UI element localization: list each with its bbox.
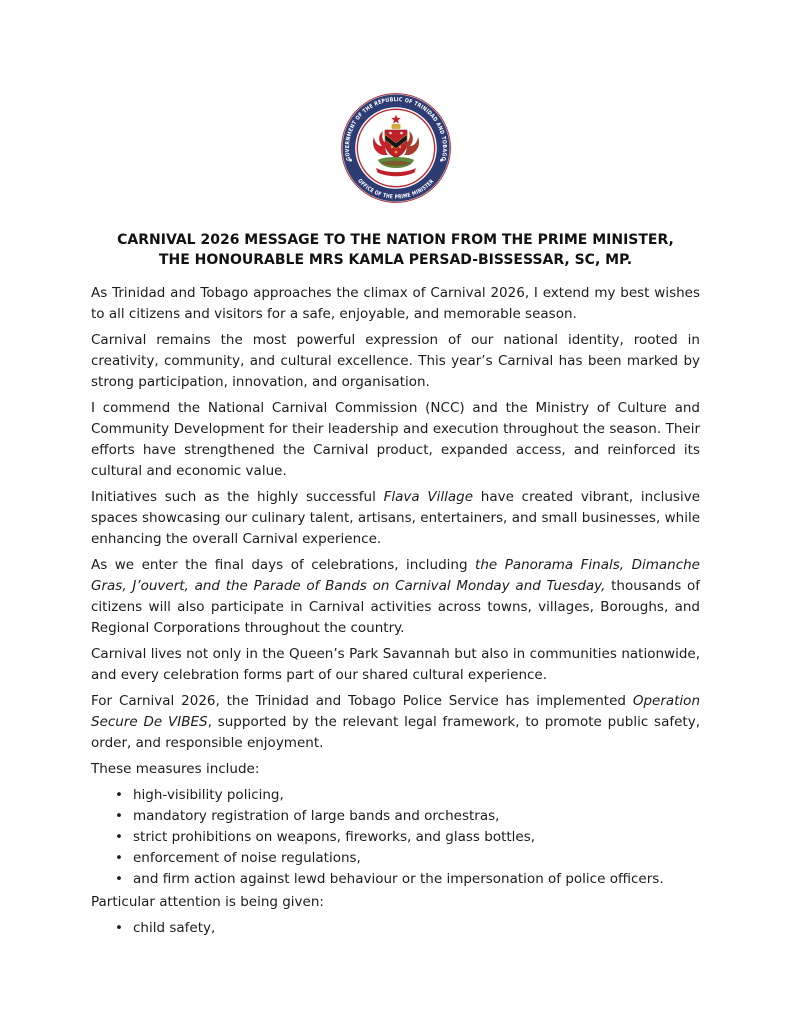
- text-run: For Carnival 2026, the Trinidad and Tobago Police Service has implemented: [91, 693, 633, 709]
- paragraph: [91, 644, 700, 686]
- text-run: I commend the National Carnival Commission (NCC) and the Ministry of Culture and Community Development for their leadership and execution throughout the season. Their efforts have strengthened the Carnival product, expanded access, and reinforced its cultural and economic value.: [91, 400, 700, 479]
- text-run: Particular attention is being given:: [91, 894, 324, 910]
- seal-top-arc-text: GOVERNMENT OF THE REPUBLIC OF TRINIDAD AND TOBAGO: [344, 97, 447, 163]
- paragraph: [91, 487, 700, 550]
- paragraph: [91, 759, 700, 780]
- government-seal: [341, 0, 451, 203]
- paragraph: [91, 691, 700, 754]
- page-title: [91, 230, 700, 270]
- text-run: As we enter the final days of celebrations, including: [91, 557, 476, 573]
- text-run: , supported by the relevant legal framework, to promote public safety, order, and responsible enjoyment.: [91, 714, 700, 751]
- hummingbird-left: [389, 132, 392, 135]
- paragraph: [91, 330, 700, 393]
- bullet-item: • mandatory registration of large bands and orchestras,: [91, 806, 700, 827]
- bullet-item: • and firm action against lewd behaviour or the impersonation of police officers.: [91, 869, 700, 890]
- text-run: These measures include:: [91, 761, 260, 777]
- paragraph: [91, 398, 700, 482]
- italic-text-run: Flava Village: [383, 489, 474, 505]
- text-run: Initiatives such as the highly successful: [91, 489, 384, 505]
- seal-left-dot: [349, 159, 352, 162]
- paragraph: [91, 283, 700, 325]
- paragraph: [91, 555, 700, 639]
- page-title-line2: THE HONOURABLE MRS KAMLA PERSAD-BISSESSAR, SC, MP.: [158, 252, 633, 268]
- bullet-item: • child safety,: [91, 918, 700, 939]
- hummingbird-right: [400, 132, 403, 135]
- text-run: thousands of citizens will also participate in Carnival activities across towns, villages, Boroughs, and Regional Corporations throughout the country.: [91, 578, 700, 636]
- seal-bottom-arc-text: OFFICE OF THE PRIME MINISTER: [355, 177, 436, 201]
- paragraph: [91, 892, 700, 913]
- italic-text-run: the Panorama Finals, Dimanche Gras, J’ouvert, and the Parade of Bands on Carnival Monday and Tuesday,: [91, 557, 700, 594]
- bullet-item: • high-visibility policing,: [91, 785, 700, 806]
- text-run: Carnival remains the most powerful expression of our national identity, rooted in creativity, community, and cultural excellence. This year’s Carnival has been marked by strong participation, innovation, and organisation.: [91, 332, 700, 390]
- text-run: As Trinidad and Tobago approaches the climax of Carnival 2026, I extend my best wishes to all citizens and visitors for a safe, enjoyable, and memorable season.: [91, 285, 700, 322]
- bullet-item: • enforcement of noise regulations,: [91, 848, 700, 869]
- text-run: Carnival lives not only in the Queen’s Park Savannah but also in communities nationwide, and every celebration forms part of our shared cultural experience.: [91, 646, 700, 683]
- crest-helm: [391, 124, 400, 129]
- text-run: have created vibrant, inclusive spaces showcasing our culinary talent, artisans, entertainers, and small businesses, while enhancing the overall Carnival experience.: [91, 489, 701, 547]
- ship-left: [390, 146, 392, 148]
- seal-right-dot: [440, 159, 443, 162]
- page-title-line1: CARNIVAL 2026 MESSAGE TO THE NATION FROM THE PRIME MINISTER,: [117, 232, 674, 248]
- italic-text-run: Operation Secure De VIBES: [91, 693, 700, 730]
- bullet-list: [91, 785, 700, 890]
- bullet-item: • strict prohibitions on weapons, fireworks, and glass bottles,: [91, 827, 700, 848]
- seal-graphic: [341, 93, 451, 203]
- ship-bottom: [394, 151, 397, 154]
- document-body: [91, 283, 700, 939]
- bullet-list: [91, 918, 700, 939]
- ship-right: [398, 146, 400, 148]
